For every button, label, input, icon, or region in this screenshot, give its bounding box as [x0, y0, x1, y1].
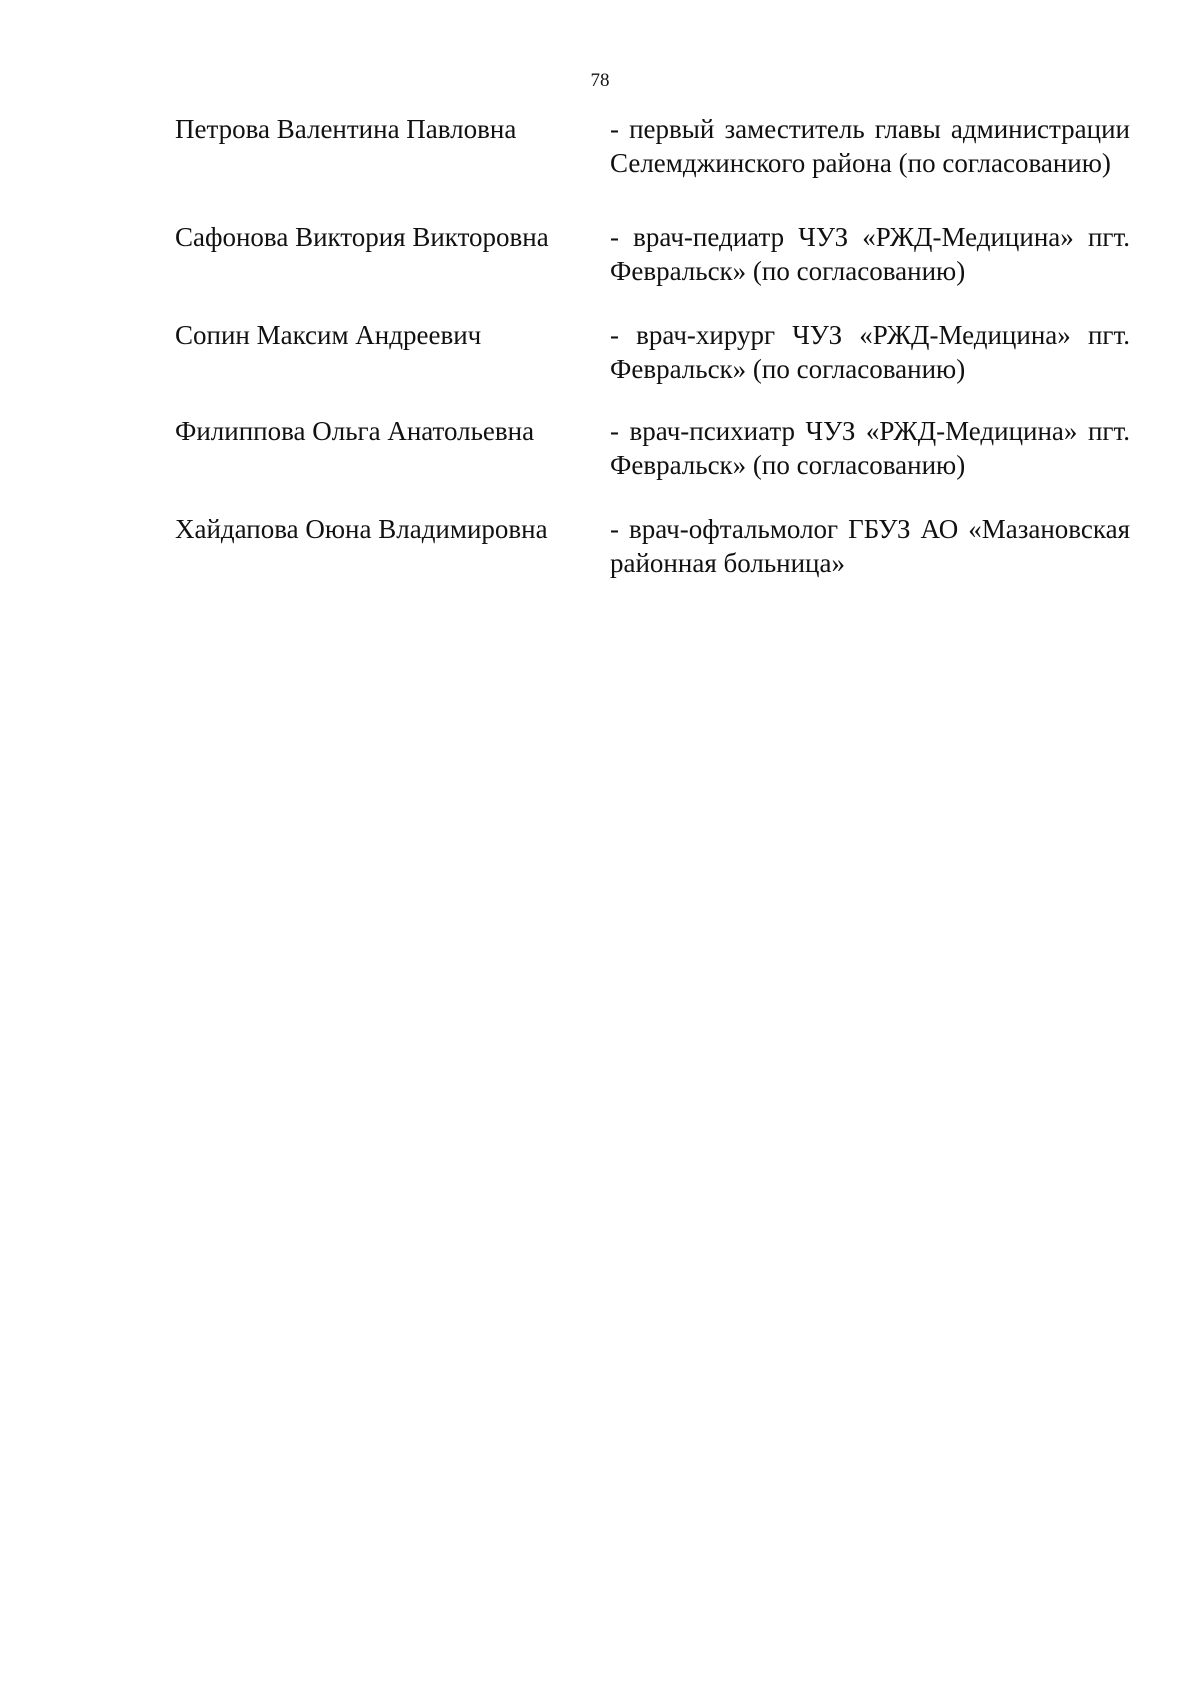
member-name: Хайдапова Оюна Владимировна [175, 514, 548, 544]
member-name: Сопин Максим Андреевич [175, 320, 482, 350]
members-list [175, 112, 1130, 580]
page-number: 78 [590, 70, 610, 91]
member-row [175, 414, 1130, 482]
member-role: - врач-хирург ЧУЗ «РЖД-Медицина» пгт. Февральск» (по согласованию) [610, 320, 1130, 384]
member-role: - врач-психиатр ЧУЗ «РЖД-Медицина» пгт. Февральск» (по согласованию) [610, 416, 1130, 480]
member-role: - врач-офтальмолог ГБУЗ АО «Мазановская районная больница» [610, 514, 1130, 578]
member-name: Петрова Валентина Павловна [175, 114, 517, 144]
member-role: - первый заместитель главы администрации Селемджинского района (по согласованию) [610, 114, 1130, 178]
member-name: Сафонова Виктория Викторовна [175, 222, 549, 252]
member-name: Филиппова Ольга Анатольевна [175, 416, 535, 446]
member-row [175, 112, 1130, 180]
member-row [175, 512, 1130, 580]
member-row [175, 318, 1130, 386]
member-row [175, 220, 1130, 288]
member-role: - врач-педиатр ЧУЗ «РЖД-Медицина» пгт. Февральск» (по согласованию) [610, 222, 1130, 286]
